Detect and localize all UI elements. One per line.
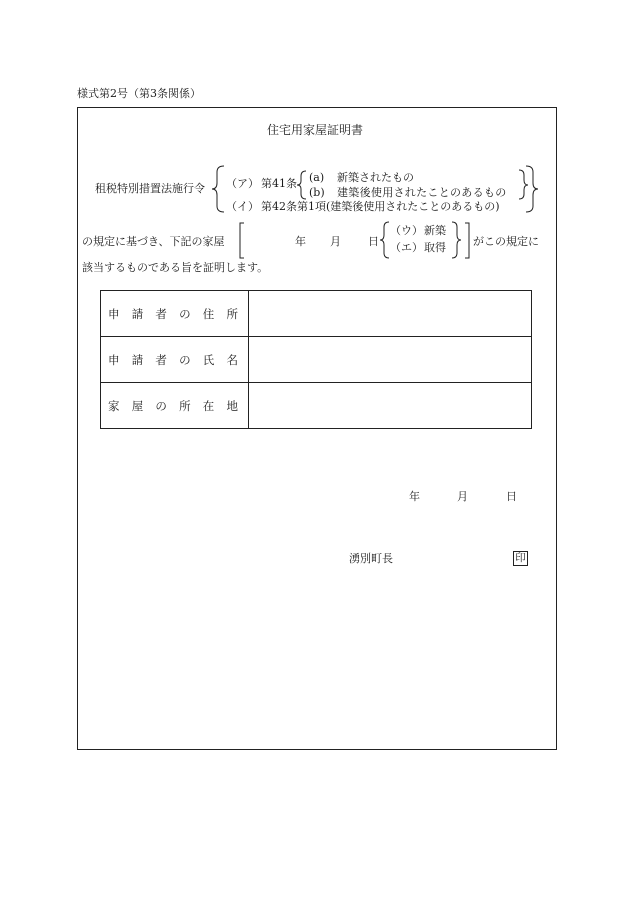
label-char: の bbox=[179, 352, 191, 367]
label-char: 所 bbox=[226, 306, 238, 321]
label-char: 請 bbox=[131, 306, 144, 321]
label-char: 家 bbox=[108, 398, 120, 413]
label-char: 名 bbox=[226, 352, 238, 367]
article-41: 第41条 bbox=[261, 177, 297, 190]
label-char: 申 bbox=[108, 306, 120, 321]
label-char: の bbox=[179, 306, 191, 321]
provision-line2: 該当するものである旨を証明します。 bbox=[82, 261, 269, 274]
provision-prefix: の規定に基づき、下記の家屋 bbox=[82, 235, 225, 248]
address-value-cell[interactable] bbox=[249, 291, 532, 337]
table-row bbox=[101, 383, 532, 429]
marker-a: （ア） bbox=[226, 177, 259, 190]
marker-e: （エ） bbox=[390, 241, 423, 254]
address-label-cell bbox=[101, 291, 249, 337]
label-char: 屋 bbox=[131, 398, 144, 413]
provision-day: 日 bbox=[368, 235, 379, 248]
page-title: 住宅用家屋証明書 bbox=[266, 123, 363, 137]
marker-i: （イ） bbox=[226, 200, 259, 213]
label-char: 者 bbox=[155, 306, 167, 321]
provision-year: 年 bbox=[295, 235, 306, 248]
sub-a-text: 新築されたもの bbox=[337, 171, 414, 184]
label-char: 者 bbox=[155, 352, 167, 367]
label-char: 請 bbox=[131, 352, 144, 367]
u-text: 新築 bbox=[424, 224, 446, 237]
label-char: の bbox=[155, 398, 167, 413]
sub-b: (b) bbox=[309, 186, 325, 199]
article-42: 第42条第1項(建築後使用されたことのあるもの) bbox=[261, 200, 500, 213]
provision-suffix: がこの規定に bbox=[473, 235, 539, 248]
date-month: 月 bbox=[457, 490, 468, 503]
location-value-cell[interactable] bbox=[249, 383, 532, 429]
label-char: 氏 bbox=[202, 352, 215, 367]
name-value-cell[interactable] bbox=[249, 337, 532, 383]
applicant-table bbox=[100, 290, 532, 429]
name-label-cell bbox=[101, 337, 249, 383]
sub-b-text: 建築後使用されたことのあるもの bbox=[337, 186, 507, 199]
label-char: 在 bbox=[202, 398, 215, 413]
label-char: 所 bbox=[179, 398, 191, 413]
law-name: 租税特別措置法施行令 bbox=[95, 182, 205, 195]
date-day: 日 bbox=[506, 490, 517, 503]
date-year: 年 bbox=[409, 490, 420, 503]
form-number: 様式第2号（第3条関係） bbox=[77, 87, 201, 100]
seal-mark: 印 bbox=[513, 551, 528, 566]
label-char: 住 bbox=[202, 306, 215, 321]
sub-a: (a) bbox=[309, 171, 325, 184]
table-row bbox=[101, 291, 532, 337]
mayor-title: 湧別町長 bbox=[349, 552, 393, 565]
provision-month: 月 bbox=[330, 235, 341, 248]
marker-u: （ウ） bbox=[390, 224, 423, 237]
e-text: 取得 bbox=[424, 241, 446, 254]
label-char: 申 bbox=[108, 352, 120, 367]
label-char: 地 bbox=[226, 398, 238, 413]
table-row bbox=[101, 337, 532, 383]
location-label-cell bbox=[101, 383, 249, 429]
